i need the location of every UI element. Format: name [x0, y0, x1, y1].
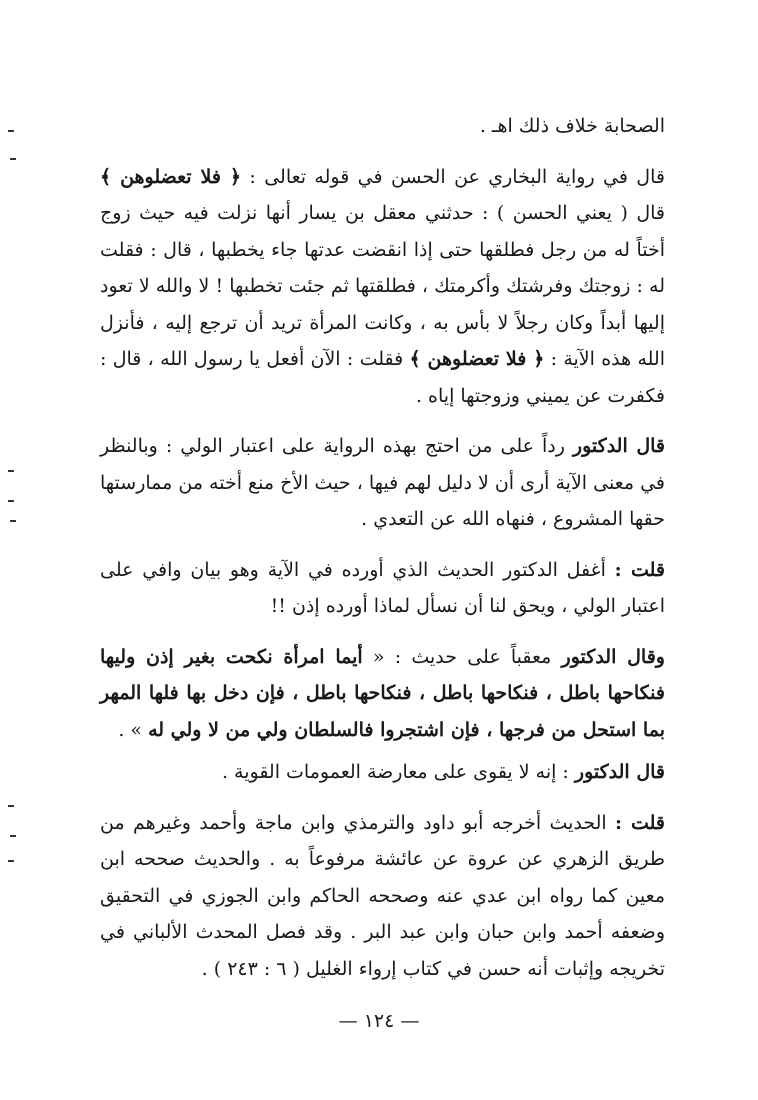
text-p1: قال في رواية البخاري عن الحسن في قوله تعالى : [249, 165, 665, 188]
text-p5: : إنه لا يقوى على معارضة العمومات القوية . [221, 761, 569, 783]
page-number: — ١٢٤ — [338, 1010, 420, 1032]
scan-mark [10, 158, 16, 160]
text-p3: أغفل الدكتور الحديث الذي أورده في الآية وهو بيان وافي على اعتبار الولي ، ويحق لنا أن نسأل لماذا أورده إذن !! [100, 558, 665, 617]
page-body [100, 108, 665, 987]
scan-mark [10, 835, 16, 837]
scan-mark [8, 470, 14, 472]
text-p6: الحديث أخرجه أبو داود والترمذي وابن ماجة وأحمد وغيرهم من طريق الزهري عن عروة عن عائشة مرفوعاً به . والحديث صححه ابن معين كما رواه ابن عدي عنه وصححه الحاكم وابن الجوزي في التحقيق وضعفه أحمد وابن حبان وابن عبد البر . وقد فصل المحدث الألباني في تخريجه وإثبات أنه حسن في كتاب إرواء الغليل ( ٦ : ٢٤٣ ) . [100, 811, 665, 980]
text-p4-end: » . [118, 718, 143, 741]
speaker-label: قلت : [615, 811, 665, 834]
text-p1-end: فقلت : الآن أفعل يا رسول الله ، قال : فكفرت عن يميني وزوجتها إياه . [100, 348, 665, 407]
paragraph-5 [100, 754, 665, 791]
speaker-label: قال الدكتور [572, 435, 665, 457]
speaker-label: وقال الدكتور [561, 645, 665, 668]
paragraph-0 [100, 108, 665, 145]
quran-quote: ﴿ فلا تعضلوهن ﴾ [100, 165, 242, 188]
scan-mark [10, 520, 16, 522]
speaker-label: قلت : [614, 558, 665, 581]
paragraph-3 [100, 552, 665, 625]
text-p4-mid: معقباً على حديث : « [372, 645, 552, 668]
hadith-text: أيما امرأة نكحت بغير إذن وليها فنكاحها باطل ، فنكاحها باطل ، فنكاحها باطل ، فإن دخل بها فلها المهر بما استحل من فرجها ، فإن اشتجروا فالسلطان ولي من لا ولي له [100, 645, 665, 741]
scan-mark [8, 805, 14, 807]
text-p2: رداً على من احتج بهذه الرواية على اعتبار الولي : وبالنظر في معنى الآية أرى أن لا دليل لهم فيها ، حيث الأخ منع أخته من ممارستها حقها المشروع ، فنهاه الله عن التعدي . [100, 435, 665, 530]
text-p1-rest: قال ( يعني الحسن ) : حدثني معقل بن يسار أنها نزلت فيه حيث زوج أختاً له من رجل فطلقها حتى إذا انقضت عدتها جاء يخطبها ، قال : فقلت له : زوجتك وفرشتك وأكرمتك ، فطلقتها ثم جئت تخطبها ! لا والله لا تعود إليها أبداً وكان رجلاً لا بأس به ، وكانت المرأة تريد أن ترجع إليه ، فأنزل الله هذه الآية : [100, 202, 665, 370]
speaker-label: قال الدكتور [574, 761, 665, 783]
paragraph-6 [100, 805, 665, 988]
text-p0: الصحابة خلاف ذلك اهـ . [479, 115, 665, 137]
paragraph-4 [100, 639, 665, 749]
scan-mark [8, 500, 14, 502]
quran-quote-2: ﴿ فلا تعضلوهن ﴾ [409, 348, 545, 370]
scan-mark [8, 130, 14, 132]
paragraph-2 [100, 428, 665, 538]
paragraph-1 [100, 159, 665, 415]
scan-mark [8, 860, 14, 862]
